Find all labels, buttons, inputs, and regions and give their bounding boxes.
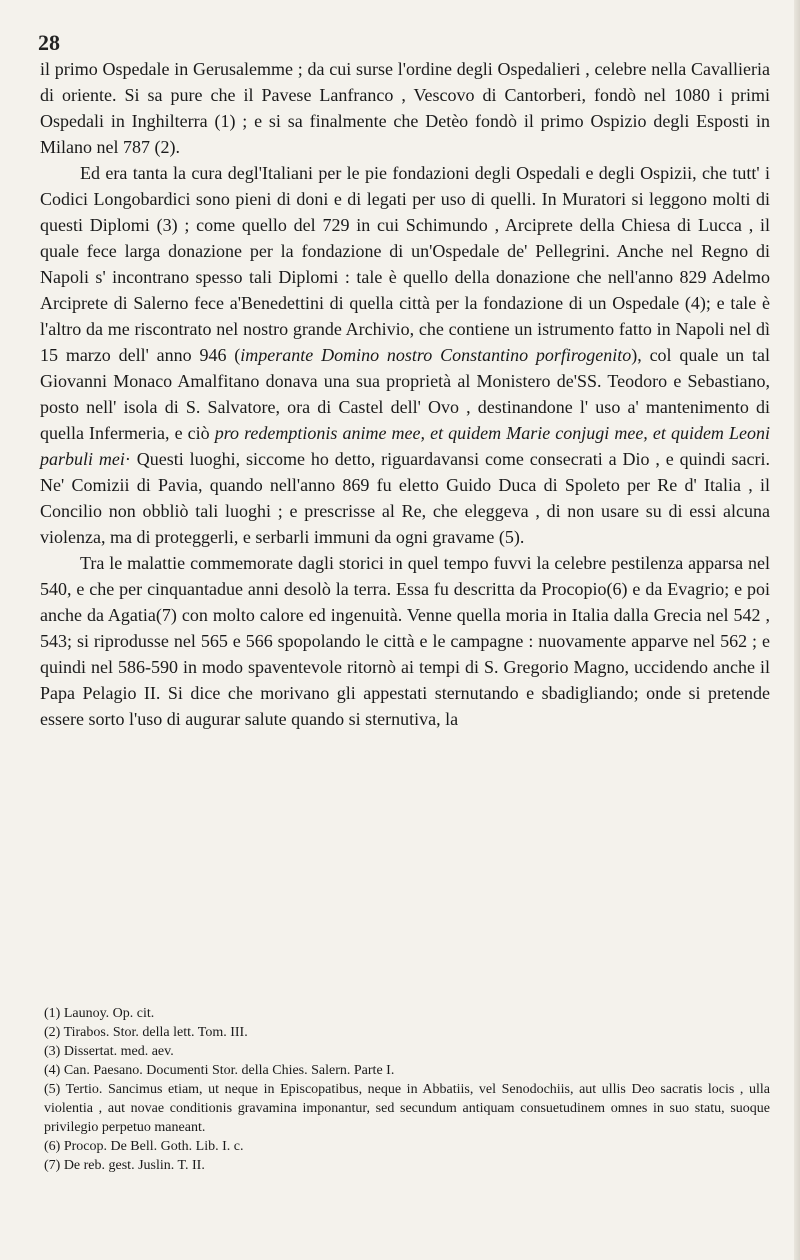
footnote: (6) Procop. De Bell. Goth. Lib. I. c. (44, 1139, 244, 1154)
paragraph-3-text: Tra le malattie commemorate dagli storici in quel tempo fuvvi la celebre pestilenza apparsa nel 540, e che per cinquantadue anni desolò la terra. Essa fu descritta da Procopio(6) e da Evagrio; e poi anche da Agatia(7) con molto calore ed ingenuità. Venne quella moria in Italia dalla Grecia nel 542 , 543; si riprodusse nel 565 e 566 spopolando le città e le campagne : nuovamente apparve nel 562 ; e quindi nel 586-590 in modo spaventevole ritornò ai tempi di S. Gregorio Magno, uccidendo anche il Papa Pelagio II. Si dice che morivano gli appestati sternutando e sbadigliando; onde si pretende essere sorto l'uso di augurar salute quando si sternutiva, la (40, 553, 770, 729)
footnote: (3) Dissertat. med. aev. (44, 1044, 174, 1059)
page-number: 28 (38, 30, 60, 55)
paragraph-1-text: il primo Ospedale in Gerusalemme ; da cui surse l'ordine degli Ospedalieri , celebre nella Cavallieria di oriente. Si sa pure che il Pavese Lanfranco , Vescovo di Cantorberi, fondò nel 1080 i primi Ospedali in Inghilterra (1) ; e si sa finalmente che Detèo fondò il primo Ospizio degli Esposti in Milano nel 787 (2). (40, 59, 770, 157)
footnote: (4) Can. Paesano. Documenti Stor. della Chies. Salern. Parte I. (44, 1063, 395, 1078)
paragraph-2 (40, 160, 770, 550)
footnote: (2) Tirabos. Stor. della lett. Tom. III. (44, 1025, 248, 1040)
paragraph-2-latin-a: imperante Domino nostro Constantino porfirogenito (240, 345, 632, 365)
footnote: (7) De reb. gest. Juslin. T. II. (44, 1158, 205, 1173)
paragraph-2-text-c: · Questi luoghi, siccome ho detto, riguardavansi come consecrati a Dio , e quindi sacri. Ne' Comizii di Pavia, quando nell'anno 869 fu eletto Guido Duca di Spoleto per Re d' Italia , il Concilio non obbliò tali luoghi ; e prescrisse al Re, che eleggeva , di non usare su di essi alcuna violenza, ma di proteggerli, e serbarli immuni da ogni gravame (5). (40, 449, 770, 547)
paragraph-2-text-a: Ed era tanta la cura degl'Italiani per le pie fondazioni degli Ospedali e degli Ospizii, che tutt' i Codici Longobardici sono pieni di doni e di legati per uso di quelli. In Muratori si leggono molti di questi Diplomi (3) ; come quello del 729 in cui Schimundo , Arciprete della Chiesa di Lucca , il quale fece larga donazione per la fondazione di un'Ospedale de' Pellegrini. Anche nel Regno di Napoli s' incontrano spesso tali Diplomi : tale è quello della donazione che nell'anno 829 Adelmo Arciprete di Salerno fece a'Benedettini di quella città per la fondazione di un Ospedale (4); e tale è l'altro da me riscontrato nel nostro grande Archivio, che contiene un istrumento fatto in Napoli nel dì 15 marzo dell' anno 946 ( (40, 163, 770, 365)
paragraph-3 (40, 550, 770, 732)
paragraph-2-latin-b: pro redemptionis anime mee, et quidem Marie conjugi mee, et quidem Leoni parbuli mei (40, 423, 770, 469)
footnotes (44, 1004, 770, 1175)
body-text (40, 56, 770, 732)
footnote: (1) Launoy. Op. cit. (44, 1006, 155, 1021)
page-edge (794, 0, 800, 1260)
paragraph-2-text-b: ), col quale un tal Giovanni Monaco Amalfitano donava una sua proprietà al Monistero de'SS. Teodoro e Sebastiano, posto nell' isola di S. Salvatore, ora di Castel dell' Ovo , destinandone l' uso a' mantenimento di quella Infermeria, e ciò (40, 345, 770, 443)
paragraph-1 (40, 56, 770, 160)
footnote: (5) Tertio. Sancimus etiam, ut neque in Episcopatibus, neque in Abbatiis, vel Senodochiis, aut ullis Deo sacratis locis , ulla violentia , aut novae conditionis gravamina imponantur, sed secundum antiquam consuetudinem omnes in suo statu, suoque privilegio perpetuo maneant. (44, 1082, 770, 1135)
